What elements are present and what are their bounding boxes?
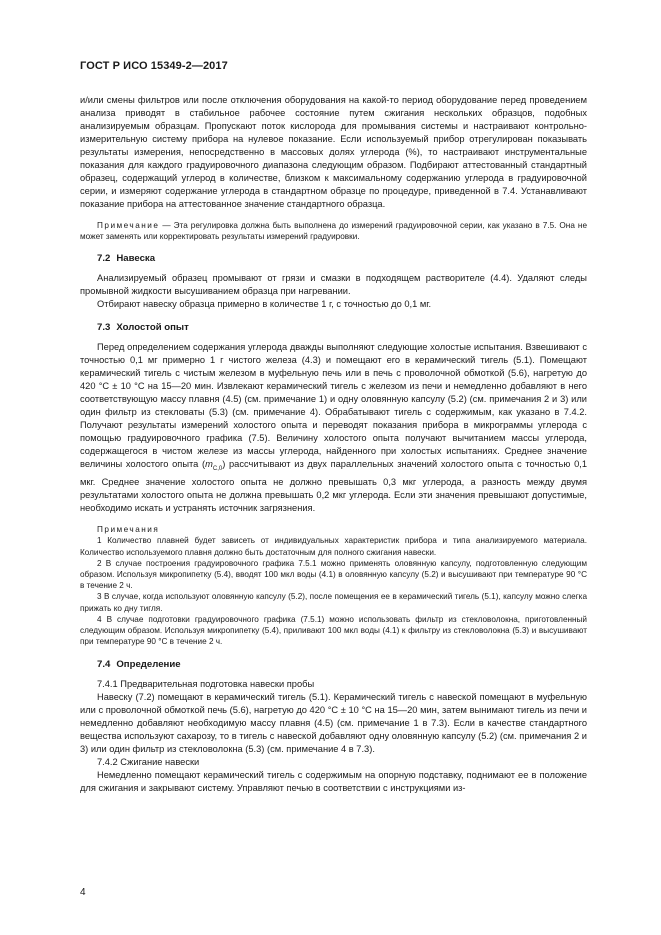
paragraph: Отбирают навеску образца примерно в количестве 1 г, с точностью до 0,1 мг.	[97, 299, 432, 310]
paragraph	[80, 341, 587, 515]
document-body	[80, 94, 587, 795]
note-item: 1 Количество плавней будет зависеть от индивидуальных характеристик прибора и типа анализируемого материала. Количество используемого плавня должно быть достаточным для полного сжигания навески.	[80, 536, 587, 557]
symbol-subscript: C,0	[212, 466, 223, 473]
note	[80, 220, 587, 242]
section-heading-7-3	[80, 321, 587, 334]
paragraph: Анализируемый образец промывают от грязи и смазки в подходящем растворителе (4.4). Удаляют следы промывной жидкости высушиванием образца при нагревании.	[80, 273, 587, 297]
notes-label: Примечания	[97, 525, 160, 535]
text-run: ) рассчитывают из двух параллельных значений холостого опыта с точностью 0,1 мкг. Среднее значение холостого опыта не должно превышать 0,3 мкг углерода, а разность между двумя результатами холостого опыта не должна превышать 0,2 мкг углерода. Если эти значения превышают допустимые, необходимо искать и устранять источник загрязнения.	[80, 459, 587, 514]
page-number: 4	[80, 887, 86, 898]
note-label: Примечание	[97, 221, 160, 230]
note-item: 4 В случае подготовки градуировочного графика (7.5.1) можно использовать фильтр из стекловолокна, приготовленный следующим образом. Используя микропипетку (5.4), приливают 100 мкл воды (4.1) к фильтру из стекловолокна (5.3) и высушивают при температуре 90 °С в течение 2 ч.	[80, 614, 587, 647]
notes-heading	[80, 524, 587, 535]
document-header: ГОСТ Р ИСО 15349-2—2017	[80, 60, 228, 72]
section-number: 7.4	[97, 658, 111, 670]
symbol: m	[205, 459, 213, 470]
section-heading-7-4	[80, 658, 587, 671]
section-title: Определение	[116, 658, 181, 670]
subsection-title: 7.4.1 Предварительная подготовка навески пробы	[97, 678, 315, 689]
section-number: 7.2	[97, 253, 111, 265]
note-text: — Эта регулировка должна быть выполнена до измерений градуировочной серии, как указано в 7.5. Она не может заменять или корректировать результаты измерений градуировки.	[80, 221, 587, 242]
subsection-title: 7.4.2 Сжигание навески	[97, 756, 200, 767]
note-item: 2 В случае построения градуировочного графика 7.5.1 можно применять оловянную капсулу, подготовленную следующим образом. Используя микропипетку (5.4), вводят 100 мкл воды (4.1) в оловянную капсулу (5.2) и высушивают при температуре 90 °С в течение 2 ч.	[80, 558, 587, 591]
note-item: 3 В случае, когда используют оловянную капсулу (5.2), после помещения ее в керамический тигель (5.1), капсулу можно слегка прижать ко дну тигля.	[80, 592, 587, 613]
text-run: Перед определением содержания углерода дважды выполняют следующие холостые испытания. Взвешивают с точностью 0,1 мг примерно 1 г чистого железа (4.3) и помещают его в керамический тигель (5.1). Помещают керамический тигель с чистым железом в муфельную печь или в печь с проволочной обмоткой (5.6), нагретую до 420 °С ± 10 °С на 15—20 мин. Извлекают керамический тигель с железом из печи и немедленно добавляют в него соответствующую массу плавня (4.5) (см. примечание 1) и одну оловянную капсулу (5.2) (см. примечания 2 и 3) или один фильтр из стекловаты (5.3) (см. примечание 4). Обрабатывают тигель с содержимым, как указано в 7.4.2. Получают результаты измерений холостого опыта и переводят показания прибора в микрограммы углерода с помощью градуировочного графика (7.5). Величину холостого опыта получают вычитанием массы углерода, содержащегося в чистом железе из массы углерода, найденного при холостых испытаниях. Среднее значение величины холостого опыта (	[80, 342, 587, 470]
section-heading-7-2	[80, 252, 587, 265]
paragraph: и/или смены фильтров или после отключения оборудования на какой-то период оборудование перед проведением анализа приводят в стабильное рабочее состояние путем сжигания нескольких образцов, подобных анализируемым образцам. Пропускают поток кислорода для промывания системы и настраивают контрольно-измерительную систему прибора на нулевое показание. Если используемый прибор отрегулирован показывать результаты измерения, непосредственно в массовых долях углерода (%), то настраивают инструментальные показания для каждого градуировочного диапазона следующим образом. Подбирают аттестованный стандартный образец, содержащий углерод в количестве, близком к максимальному содержанию углерода в градуировочной серии, и измеряют содержание углерода в стандартном образце по процедуре, приведенной в 7.4. Устанавливают показание прибора на аттестованное значение стандартного образца.	[80, 95, 587, 209]
section-title: Холостой опыт	[116, 322, 189, 334]
section-title: Навеска	[116, 253, 156, 265]
section-number: 7.3	[97, 322, 111, 334]
paragraph: Навеску (7.2) помещают в керамический тигель (5.1). Керамический тигель с навеской помещают в муфельную или с проволочной обмоткой печь (5.6), нагретую до 420 °С ± 10 °С на 15—20 мин, затем вынимают тигель из печи и немедленно добавляют необходимую массу плавня (4.5) (см. примечание 1 в 7.3). Если в качестве стандартного вещества используют сахарозу, то в тигель с навеской добавляют одну оловянную капсулу (5.2) (см. примечания 2 и 3) или один фильтр из стекловолокна (5.3) (см. примечание 4 в 7.3).	[80, 691, 587, 754]
paragraph: Немедленно помещают керамический тигель с содержимым на опорную подставку, поднимают ее в положение для сжигания и закрывают систему. Управляют печью в соответствии с инструкциями из-	[80, 769, 587, 793]
